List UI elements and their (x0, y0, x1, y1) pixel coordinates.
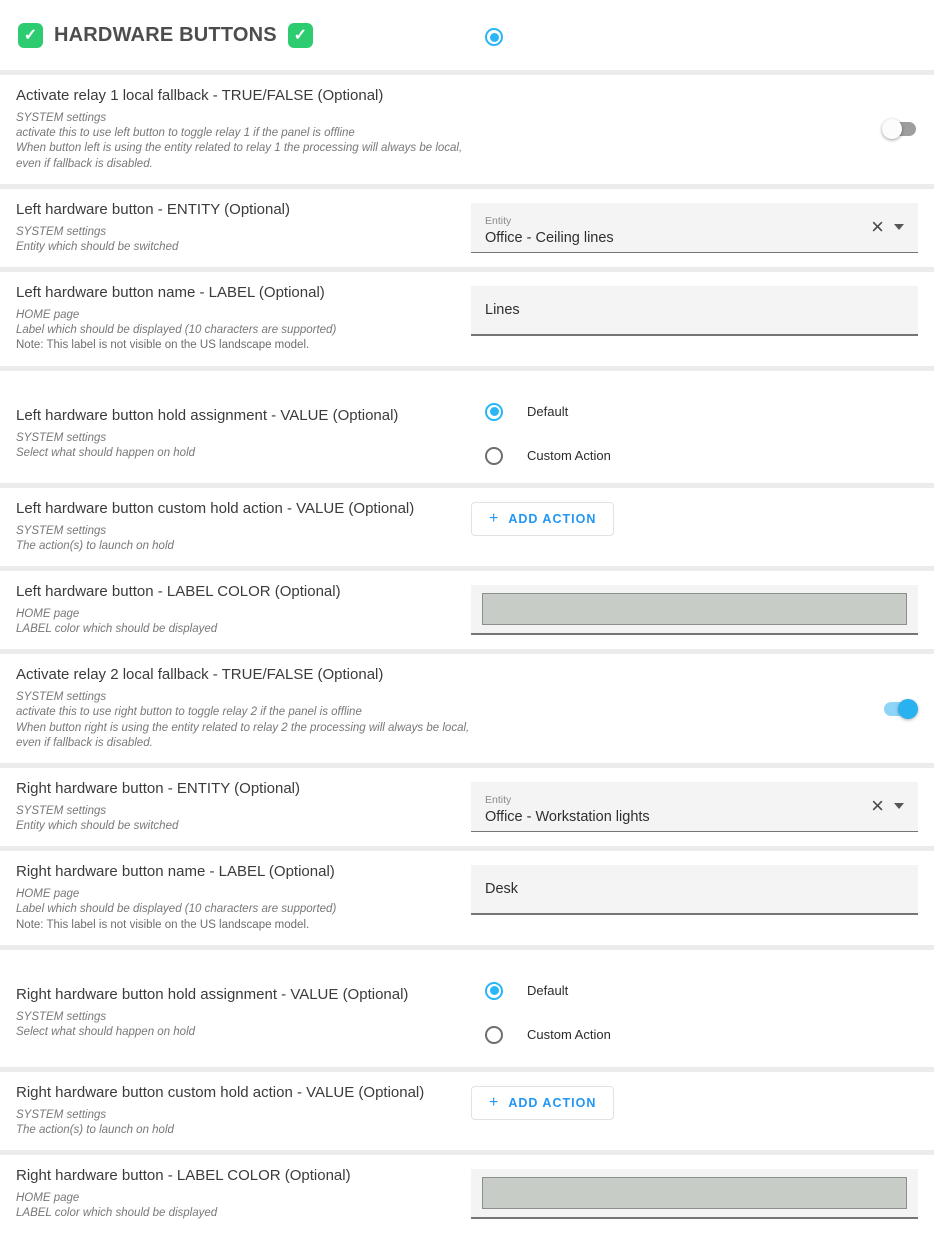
row-text (16, 863, 471, 933)
add-action-label: ADD ACTION (508, 511, 597, 526)
row-control (471, 1084, 918, 1138)
radio-unselected-icon (485, 1026, 503, 1044)
row-description: When button right is using the entity related to relay 2 the processing will always be local, even if fallback is disabled. (16, 721, 470, 749)
settings-row-right-entity (0, 768, 934, 846)
plus-icon: + (489, 1093, 500, 1111)
row-title: Right hardware button name - LABEL (Optional) (16, 863, 335, 881)
row-title: Right hardware button - ENTITY (Optional) (16, 779, 301, 797)
row-description: activate this to use left button to toggle relay 1 if the panel is offline (16, 127, 355, 140)
add-action-label: ADD ACTION (508, 1095, 597, 1110)
row-control (471, 284, 918, 354)
settings-row-right-name (0, 851, 934, 945)
row-title: Left hardware button custom hold action - VALUE (Optional) (16, 499, 415, 517)
row-description: The action(s) to launch on hold (16, 1123, 174, 1136)
settings-row-left-name (0, 272, 934, 366)
chevron-down-icon[interactable] (894, 803, 904, 809)
field-value: Office - Workstation lights (485, 809, 650, 826)
radio-unselected-icon (485, 447, 503, 465)
row-control (471, 500, 918, 554)
right-entity-select[interactable] (471, 782, 918, 832)
radio-label: Default (527, 404, 569, 420)
relay1-fallback-toggle-off[interactable] (882, 119, 918, 139)
settings-row-right-hold-assignment (0, 950, 934, 1067)
field-value: Office - Ceiling lines (485, 230, 614, 247)
radio-label: Default (527, 983, 569, 999)
row-text (16, 500, 471, 554)
row-subtitle: SYSTEM settings (16, 1010, 107, 1023)
row-control (471, 583, 918, 637)
row-subtitle: SYSTEM settings (16, 804, 107, 817)
radio-option-custom-action[interactable] (485, 1026, 918, 1044)
hold-assignment-radio-group (471, 383, 918, 465)
row-control (471, 962, 918, 1055)
color-swatch (482, 593, 907, 625)
clear-icon[interactable]: × (871, 214, 884, 240)
row-text (16, 1167, 471, 1221)
row-title: Left hardware button - ENTITY (Optional) (16, 200, 291, 218)
row-title: Right hardware button - LABEL COLOR (Optional) (16, 1167, 351, 1185)
check-icon: ✓ (293, 27, 308, 44)
select-text (471, 208, 865, 246)
radio-option-default[interactable] (485, 403, 918, 421)
radio-option-custom-action[interactable] (485, 447, 918, 465)
right-name-input[interactable] (471, 865, 918, 915)
row-control (471, 780, 918, 834)
radio-selected-icon (485, 982, 503, 1000)
row-title: Right hardware button custom hold action - VALUE (Optional) (16, 1083, 425, 1101)
row-description: activate this to use right button to toggle relay 2 if the panel is offline (16, 706, 362, 719)
row-title: Left hardware button - LABEL COLOR (Optional) (16, 582, 341, 600)
color-swatch (482, 1177, 907, 1209)
field-value: Desk (485, 881, 519, 898)
settings-row-left-label-color (0, 571, 934, 649)
row-control (471, 201, 918, 255)
row-subtitle: HOME page (16, 1192, 80, 1205)
row-text (16, 87, 471, 172)
row-text (16, 780, 471, 834)
toggle-knob (898, 699, 918, 719)
row-subtitle: SYSTEM settings (16, 225, 107, 238)
row-note: Note: This label is not visible on the US landscape model. (16, 339, 310, 352)
row-control (471, 87, 918, 172)
field-floating-label: Entity (485, 794, 512, 807)
row-subtitle: SYSTEM settings (16, 691, 107, 704)
row-control (471, 383, 918, 471)
row-description: Select what should happen on hold (16, 446, 196, 459)
row-subtitle: SYSTEM settings (16, 524, 107, 537)
relay2-fallback-toggle-on[interactable] (882, 699, 918, 719)
field-value: Lines (485, 302, 520, 319)
add-action-button[interactable] (471, 502, 614, 536)
radio-option-default[interactable] (485, 982, 918, 1000)
row-description: When button left is using the entity related to relay 1 the processing will always be local, even if fallback is disabled. (16, 142, 463, 170)
row-control (471, 1167, 918, 1221)
field-floating-label: Entity (485, 215, 512, 228)
row-text (16, 284, 471, 354)
row-text (16, 1084, 471, 1138)
section-header (0, 0, 934, 70)
page-title: HARDWARE BUTTONS (54, 23, 277, 46)
add-action-button[interactable] (471, 1086, 614, 1120)
radio-label: Custom Action (527, 448, 611, 464)
row-description: The action(s) to launch on hold (16, 539, 174, 552)
radio-label: Custom Action (527, 1027, 611, 1043)
row-note: Note: This label is not visible on the US landscape model. (16, 918, 310, 931)
row-description: Select what should happen on hold (16, 1025, 196, 1038)
radio-selected-icon (485, 403, 503, 421)
row-title: Right hardware button hold assignment - VALUE (Optional) (16, 985, 409, 1003)
row-subtitle: SYSTEM settings (16, 1108, 107, 1121)
row-title: Left hardware button name - LABEL (Optional) (16, 284, 325, 302)
select-text (471, 787, 865, 825)
section-radio-selected-icon[interactable] (485, 28, 503, 46)
right-label-color-picker[interactable] (471, 1169, 918, 1219)
checkbox-checked-icon[interactable] (288, 23, 313, 48)
settings-row-left-custom-hold-action (0, 488, 934, 566)
clear-icon[interactable]: × (871, 793, 884, 819)
row-text (16, 583, 471, 637)
hold-assignment-radio-group (471, 962, 918, 1044)
settings-row-left-hold-assignment (0, 371, 934, 483)
row-text (16, 201, 471, 255)
row-text (16, 666, 471, 751)
chevron-down-icon[interactable] (894, 224, 904, 230)
settings-row-left-entity (0, 189, 934, 267)
row-subtitle: SYSTEM settings (16, 431, 107, 444)
left-label-color-picker[interactable] (471, 585, 918, 635)
row-description: Entity which should be switched (16, 820, 179, 833)
row-description: Label which should be displayed (10 characters are supported) (16, 903, 337, 916)
row-description: Entity which should be switched (16, 240, 179, 253)
row-title: Left hardware button hold assignment - VALUE (Optional) (16, 406, 399, 424)
row-text (16, 962, 471, 1055)
plus-icon: + (489, 509, 500, 527)
settings-row-right-label-color (0, 1155, 934, 1233)
settings-row-relay2-fallback (0, 654, 934, 763)
left-name-input[interactable] (471, 286, 918, 336)
settings-row-relay1-fallback (0, 75, 934, 184)
row-text (16, 383, 471, 471)
checkbox-checked-icon[interactable] (18, 23, 43, 48)
row-subtitle: SYSTEM settings (16, 112, 107, 124)
row-description: LABEL color which should be displayed (16, 1207, 218, 1220)
row-subtitle: HOME page (16, 888, 80, 901)
row-subtitle: HOME page (16, 309, 80, 322)
left-entity-select[interactable] (471, 203, 918, 253)
row-title: Activate relay 1 local fallback - TRUE/FALSE (Optional) (16, 87, 384, 104)
row-title: Activate relay 2 local fallback - TRUE/FALSE (Optional) (16, 666, 384, 684)
row-subtitle: HOME page (16, 607, 80, 620)
row-description: Label which should be displayed (10 characters are supported) (16, 324, 337, 337)
row-control (471, 863, 918, 933)
row-control (471, 666, 918, 751)
check-icon: ✓ (23, 27, 38, 44)
row-description: LABEL color which should be displayed (16, 623, 218, 636)
toggle-knob (882, 119, 902, 139)
settings-row-right-custom-hold-action (0, 1072, 934, 1150)
